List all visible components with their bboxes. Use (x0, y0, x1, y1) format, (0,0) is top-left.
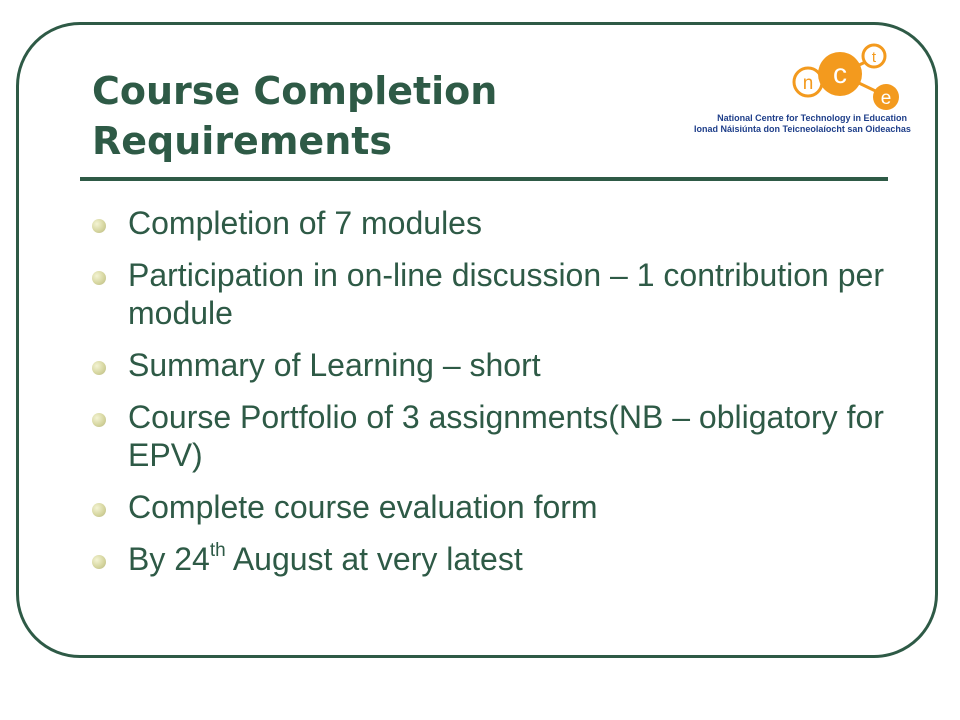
bullet-item (90, 488, 890, 526)
bullet-dot-icon (92, 219, 106, 233)
bullet-text: Complete course evaluation form (128, 489, 598, 525)
logo-caption-english: National Centre for Technology in Education (717, 113, 907, 123)
bullet-item (90, 540, 890, 578)
title-line-2: Requirements (92, 119, 393, 163)
ncte-logo (694, 40, 924, 136)
bullet-dot-icon (92, 503, 106, 517)
bullet-dot-icon (92, 271, 106, 285)
bullet-list (90, 204, 890, 592)
bullet-text: Course Portfolio of 3 assignments(NB – obligatory for EPV) (128, 399, 884, 473)
title-underline (80, 177, 888, 181)
slide-title (92, 66, 612, 166)
bullet-dot-icon (92, 361, 106, 375)
title-line-1: Course Completion (92, 69, 498, 113)
bullet-text (128, 541, 523, 577)
bullet-text: Completion of 7 modules (128, 205, 482, 241)
bullet-text: Participation in on-line discussion – 1 contribution per module (128, 257, 884, 331)
ordinal-suffix: th (209, 540, 226, 562)
bullet-text-pre: By 24 (128, 541, 210, 577)
logo-letter-n: n (802, 73, 814, 94)
logo-letter-c: c (833, 58, 847, 89)
bullet-item (90, 256, 890, 332)
logo-caption-irish: Ionad Náisiúnta don Teicneolaíocht san Oideachas (694, 124, 911, 134)
bullet-item (90, 398, 890, 474)
bullet-text: Summary of Learning – short (128, 347, 541, 383)
logo-letter-t: t (871, 49, 877, 66)
ncte-logo-icon (790, 40, 902, 112)
bullet-item (90, 204, 890, 242)
bullet-item (90, 346, 890, 384)
bullet-dot-icon (92, 555, 106, 569)
bullet-dot-icon (92, 413, 106, 427)
bullet-text-post: August at very latest (225, 541, 523, 577)
logo-letter-e: e (880, 88, 892, 109)
